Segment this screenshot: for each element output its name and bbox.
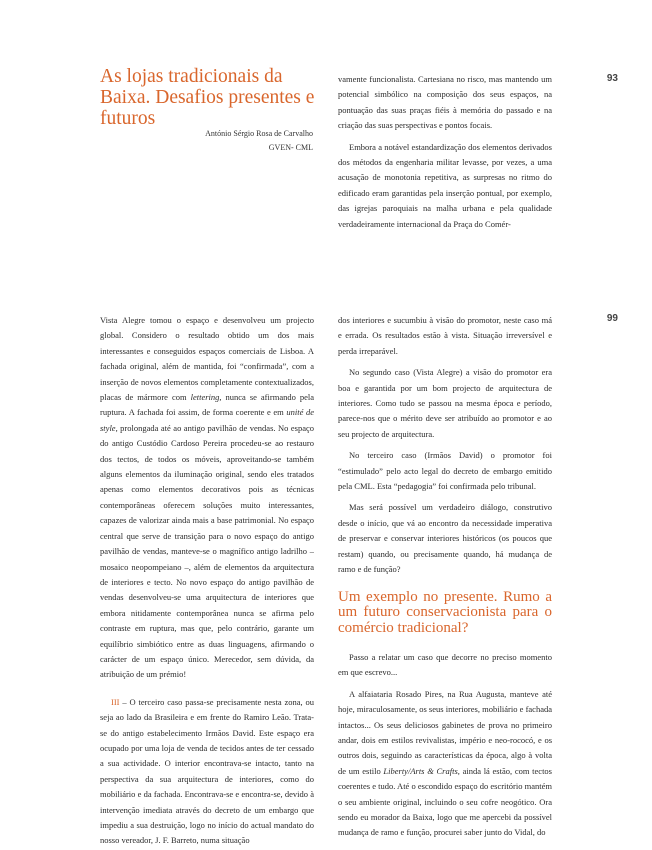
- paragraph: No segundo caso (Vista Alegre) a visão do promotor era boa e garantida por um bom projecto de arquitectura de interiores. Como tudo se passou na mesma época e período, parece-nos que o mérito deve ser atribuído ao promotor e ao seu projecto de arquitectura.: [338, 367, 552, 439]
- bottom-left-column: [100, 313, 314, 850]
- paragraph: Vista Alegre tomou o espaço e desenvolveu um projecto global. Considero o resultado obtido um dos mais interessantes e conseguidos espaços comerciais de Lisboa. A fachada original, além de mantida, foi “confirmada”, com a inserção de novos elementos completamente contextualizados, placas de mármore com lettering, nunca se afirmando pela ruptura. A fachada foi assim, de forma coerente e em unité de style, prolongada até ao antigo pavilhão de vendas. No espaço do antigo Custódio Cardoso Pereira procedeu-se ao restauro dos tectos, de todos os móveis, aproveitando-se também alguns elementos da iluminação original, sendo eles tratados apenas como elementos decorativos pois as técnicas contemporâneas oferecem soluções muito interessantes, capazes de valorizar ainda mais a base patrimonial. No espaço central que serve de transição para o novo espaço do antigo pavilhão de vendas, manteve-se o magnífico antigo ladrilho – mosaico neopompeiano –, além de elementos da arquitectura de interiores e tecto. No novo espaço do antigo pavilhão de vendas desenvolveu-se uma arquitectura de interiores que embora nitidamente contemporânea nunca se afirma pelo contraste em ruptura, mas que, pelo contrário, garante um equilíbrio simbiótico entre as duas linguagens, afirmando o carácter de um espaço único. Merecedor, sem dúvida, da atribuição de um prémio!: [100, 315, 314, 680]
- author-affiliation: GVEN- CML: [268, 142, 313, 152]
- paragraph: Embora a notável estandardização dos elementos derivados dos métodos da engenharia militar levasse, por vezes, a uma acusação de monotonia repetitiva, as surpresas no ritmo do edificado eram garantidas pela inserção pontual, por exemplo, das igrejas paroquiais na malha urbana e pela qualidade verdadeiramente internacional da Praça do Comér-: [338, 141, 552, 229]
- paragraph: Passo a relatar um caso que decorre no preciso momento em que escrevo...: [338, 652, 552, 678]
- paragraph: III – O terceiro caso passa-se precisamente nesta zona, ou seja ao lado da Brasileira e em frente do Ramiro Leão. Trata-se do antigo estabelecimento Irmãos David. Este espaço era ocupado por uma loja de venda de tecidos antes de ter cessado a sua actividade. O interior encontrava-se intacto, tanto na perspectiva da sua arquitectura de interiores, como do mobiliário e da fachada. Encontrava-se e encontra-se, devido à intervenção imediata através do decreto de um embargo que impediu a sua destruição, logo no início do actual mandato do nosso vereador, J. F. Barreto, numa situação: [100, 696, 314, 846]
- author-block: [100, 127, 313, 154]
- article-title: As lojas tradicionais da Baixa. Desafios presentes e futuros: [100, 66, 315, 129]
- section-numeral: III: [111, 696, 120, 707]
- page-number-99: 99: [606, 313, 618, 324]
- paragraph: vamente funcionalista. Cartesiana no risco, mas mantendo um potencial simbólico na composição dos seus espaços, na pontuação das suas praças fiéis à memória do passado e na criação das suas perspectivas e pontos focais.: [338, 74, 552, 131]
- top-right-column: [338, 72, 552, 244]
- paragraph: No terceiro caso (Irmãos David) o promotor foi “estimulado” pelo acto legal do decreto de embargo emitido pela CML. Esta “pedagogia” foi confirmada pelo tribunal.: [338, 450, 552, 492]
- paragraph: A alfaiataria Rosado Pires, na Rua Augusta, manteve até hoje, miraculosamente, os seus interiores, mobiliário e fachada intactos... Os seus deliciosos gabinetes de prova no primeiro andar, dois em estilos revivalistas, império e neo-rococó, e os outros dois, seguindo as características da época, algo à volta de um estilo Liberty/Arts & Crafts, ainda lá estão, com tectos coerentes e tudo. Até o escondido espaço do escritório mantém o seu ambiente original, incluindo o seu cofre neogótico. Ora sendo eu morador da Baixa, logo que me apercebi da possível mudança de ramo e função, procurei saber junto do Vidal, do: [338, 688, 552, 838]
- page-number-93: 93: [606, 73, 618, 84]
- bottom-right-column: [338, 313, 552, 850]
- paragraph: Mas será possível um verdadeiro diálogo, construtivo desde o início, que vá ao encontro da necessidade imperativa de preservar e conservar interiores históricos (os poucos que restam) quando, ou precisamente quando, há mudança de ramo e de função?: [338, 502, 552, 575]
- author-name: António Sérgio Rosa de Carvalho: [205, 129, 313, 138]
- section-subheading: Um exemplo no presente. Rumo a um futuro conservacionista para o comércio tradicional?: [338, 588, 552, 636]
- paragraph: dos interiores e sucumbiu à visão do promotor, neste caso má e errada. Os resultados estão à vista. Situação irreversível e perda irreparável.: [338, 315, 552, 356]
